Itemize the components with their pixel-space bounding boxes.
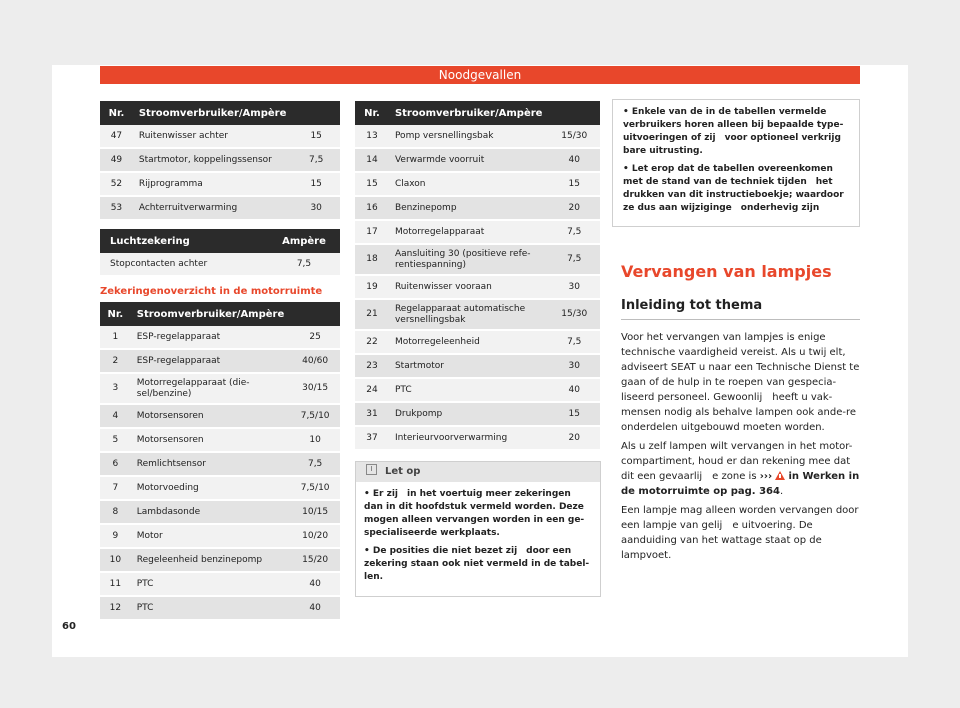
cell-value: 25 xyxy=(290,326,340,349)
table-row xyxy=(100,500,340,524)
section-title: Vervangen van lampjes xyxy=(621,262,832,281)
table-row xyxy=(355,196,600,220)
table-row xyxy=(355,275,600,299)
caution-box xyxy=(355,461,601,597)
table-row xyxy=(100,253,340,276)
table-row xyxy=(100,373,340,404)
cell-consumer: Achterruitverwarming xyxy=(133,196,293,220)
col-ampere: Ampère xyxy=(268,229,340,253)
cell-nr: 23 xyxy=(355,354,389,378)
cell-value: 40 xyxy=(548,148,600,172)
cell-consumer: PTC xyxy=(131,572,291,596)
cell-nr: 11 xyxy=(100,572,131,596)
table-row xyxy=(100,476,340,500)
col-consumer: Stroomverbruiker/Ampère xyxy=(389,101,549,125)
cell-value: 7,5 xyxy=(292,148,340,172)
cell-nr: 21 xyxy=(355,299,389,330)
body-paragraph-3: Een lampje mag alleen worden vervangen door een lampje van gelij e uitvoering. De aanduiding van het wattage staat op de lampvoet. xyxy=(621,505,859,561)
table-row xyxy=(355,148,600,172)
table-row xyxy=(100,404,340,428)
cell-consumer: Stopcontacten achter xyxy=(100,253,268,276)
air-fuse-table xyxy=(100,229,340,277)
col-luchtzekering: Luchtzekering xyxy=(100,229,268,253)
cell-consumer: Motorregelapparaat xyxy=(389,220,549,244)
cell-consumer: Ruitenwisser vooraan xyxy=(389,275,549,299)
table-row xyxy=(355,220,600,244)
cell-nr: 14 xyxy=(355,148,389,172)
cell-value: 7,5 xyxy=(268,253,340,276)
table-row xyxy=(100,572,340,596)
cell-consumer: Verwarmde voorruit xyxy=(389,148,549,172)
col-nr: Nr. xyxy=(100,101,133,125)
body-paragraph-2: Als u zelf lampen wilt vervangen in het motor-compartiment, houd er dan rekening mee dat dit een gevaarlij e zone is ››› in Werken in de motorruimte op pag. 364. xyxy=(621,441,860,497)
cell-value: 30 xyxy=(292,196,340,220)
cell-value: 10/15 xyxy=(290,500,340,524)
table-row xyxy=(355,172,600,196)
caution-header xyxy=(356,462,600,482)
cell-nr: 16 xyxy=(355,196,389,220)
table-row xyxy=(355,426,600,450)
cell-nr: 13 xyxy=(355,125,389,148)
section-body xyxy=(621,330,861,567)
cell-nr: 10 xyxy=(100,548,131,572)
cell-consumer: Motorregelapparaat (die- sel/benzine) xyxy=(131,373,291,404)
cell-value: 7,5 xyxy=(548,330,600,354)
cell-consumer: Startmotor, koppelingssensor xyxy=(133,148,293,172)
cell-consumer: Aansluiting 30 (positieve refe- rentiespanning) xyxy=(389,244,549,275)
fuse-table-engine-1 xyxy=(100,302,340,621)
engine-fuse-subheading: Zekeringenoverzicht in de motorruimte xyxy=(100,286,323,297)
cell-consumer: Regeleenheid benzinepomp xyxy=(131,548,291,572)
cell-value: 10 xyxy=(290,428,340,452)
cell-consumer: Motorvoeding xyxy=(131,476,291,500)
cell-nr: 7 xyxy=(100,476,131,500)
info-item: • Let erop dat de tabellen overeenkomen met de stand van de techniek tijden het drukken van dit instructieboekje; waardoor ze dus aan wijzigingе onderhevig zijn xyxy=(623,164,844,213)
cell-nr: 9 xyxy=(100,524,131,548)
cell-nr: 19 xyxy=(355,275,389,299)
section-subtitle: Inleiding tot thema xyxy=(621,298,763,313)
warning-icon xyxy=(775,471,785,480)
cell-consumer: Motorsensoren xyxy=(131,428,291,452)
cell-consumer: Rijprogramma xyxy=(133,172,293,196)
cell-consumer: Interieurvoorverwarming xyxy=(389,426,549,450)
table-row xyxy=(355,244,600,275)
table-row xyxy=(100,596,340,620)
table-row xyxy=(100,125,340,148)
cell-value: 15 xyxy=(548,172,600,196)
cell-nr: 17 xyxy=(355,220,389,244)
col-value xyxy=(292,101,340,125)
table-row xyxy=(355,354,600,378)
cell-nr: 2 xyxy=(100,349,131,373)
cell-nr: 4 xyxy=(100,404,131,428)
cell-value: 40/60 xyxy=(290,349,340,373)
page-number: 60 xyxy=(62,621,76,632)
cell-nr: 5 xyxy=(100,428,131,452)
cell-value: 30/15 xyxy=(290,373,340,404)
table-row xyxy=(100,548,340,572)
table-row xyxy=(100,148,340,172)
table-row xyxy=(100,452,340,476)
cell-nr: 22 xyxy=(355,330,389,354)
caution-body xyxy=(356,482,600,584)
cell-value: 40 xyxy=(548,378,600,402)
cell-value: 30 xyxy=(548,275,600,299)
cell-consumer: Drukpomp xyxy=(389,402,549,426)
caution-item: • De posities die niet bezet zij door een zekering staan ook niet vermeld in de tabel-len. xyxy=(364,546,590,582)
chapter-header: Noodgevallen xyxy=(100,66,860,84)
cell-value: 15/30 xyxy=(548,299,600,330)
table-row xyxy=(100,196,340,220)
cell-nr: 37 xyxy=(355,426,389,450)
info-box xyxy=(612,99,860,227)
cell-consumer: ESP-regelapparaat xyxy=(131,349,291,373)
cell-consumer: Motor xyxy=(131,524,291,548)
cell-value: 20 xyxy=(548,426,600,450)
cell-consumer: Benzinepomp xyxy=(389,196,549,220)
cell-consumer: Motorsensoren xyxy=(131,404,291,428)
cross-reference-link[interactable]: in Werken in de motorruimte op pag. 364 xyxy=(621,471,860,497)
cell-nr: 12 xyxy=(100,596,131,620)
cell-nr: 52 xyxy=(100,172,133,196)
cell-value: 7,5/10 xyxy=(290,404,340,428)
fuse-table-engine-2 xyxy=(355,101,600,451)
cell-nr: 53 xyxy=(100,196,133,220)
cell-consumer: Motorregeleenheid xyxy=(389,330,549,354)
cell-value: 7,5 xyxy=(548,244,600,275)
table-row xyxy=(355,378,600,402)
cell-consumer: PTC xyxy=(131,596,291,620)
table-row xyxy=(100,349,340,373)
cell-nr: 6 xyxy=(100,452,131,476)
table-row xyxy=(355,402,600,426)
cell-consumer: Startmotor xyxy=(389,354,549,378)
cell-nr: 15 xyxy=(355,172,389,196)
table-row xyxy=(100,428,340,452)
caution-title: Let op xyxy=(385,466,421,477)
cell-nr: 18 xyxy=(355,244,389,275)
col-consumer: Stroomverbruiker/Ampère xyxy=(131,302,291,326)
cell-value: 7,5/10 xyxy=(290,476,340,500)
cell-value: 40 xyxy=(290,572,340,596)
cell-nr: 1 xyxy=(100,326,131,349)
cell-value: 15 xyxy=(292,172,340,196)
cell-consumer: Regelapparaat automatische versnellingsbak xyxy=(389,299,549,330)
col-value xyxy=(290,302,340,326)
cell-consumer: Claxon xyxy=(389,172,549,196)
cell-value: 20 xyxy=(548,196,600,220)
cell-consumer: ESP-regelapparaat xyxy=(131,326,291,349)
cell-consumer: PTC xyxy=(389,378,549,402)
cell-value: 7,5 xyxy=(548,220,600,244)
cell-value: 7,5 xyxy=(290,452,340,476)
subtitle-divider xyxy=(621,319,860,320)
xref-arrows[interactable]: ››› xyxy=(759,471,773,482)
col-consumer: Stroomverbruiker/Ampère xyxy=(133,101,293,125)
info-item: • Enkele van de in de tabellen vermelde verbruikers horen alleen bij bepaalde type-uitvoeringen of zij voor optioneel verkrijg bare uitrusting. xyxy=(623,107,844,156)
table-row xyxy=(100,524,340,548)
table-row xyxy=(100,326,340,349)
cell-value: 15 xyxy=(292,125,340,148)
col-value xyxy=(548,101,600,125)
cell-nr: 49 xyxy=(100,148,133,172)
cell-value: 15/30 xyxy=(548,125,600,148)
caution-item: • Er zij in het voertuig meer zekeringen dan in dit hoofdstuk vermeld worden. Deze mogen alleen vervangen worden in een ge-specialiseerde werkplaats. xyxy=(364,489,585,538)
table-row xyxy=(100,172,340,196)
table-row xyxy=(355,299,600,330)
body-paragraph-1: Voor het vervangen van lampjes is enige technische vaardigheid vereist. Als u twij elt, adviseert SEAT u naar een Technische Dienst te gaan of de hulp in te roepen van gespecia-liseerd personeel. Gewoonlij heeft u vak-mensen nodig als behalve lampen ook ande-re onderdelen uitgebouwd moeten worden. xyxy=(621,332,860,433)
col-nr: Nr. xyxy=(355,101,389,125)
cell-value: 40 xyxy=(290,596,340,620)
notice-icon xyxy=(366,464,377,475)
cell-value: 15/20 xyxy=(290,548,340,572)
cell-nr: 24 xyxy=(355,378,389,402)
fuse-table-interior xyxy=(100,101,340,221)
cell-consumer: Ruitenwisser achter xyxy=(133,125,293,148)
table-row xyxy=(355,330,600,354)
cell-nr: 3 xyxy=(100,373,131,404)
cell-consumer: Lambdasonde xyxy=(131,500,291,524)
cell-nr: 47 xyxy=(100,125,133,148)
cell-value: 10/20 xyxy=(290,524,340,548)
cell-consumer: Remlichtsensor xyxy=(131,452,291,476)
cell-value: 15 xyxy=(548,402,600,426)
cell-nr: 31 xyxy=(355,402,389,426)
col-nr: Nr. xyxy=(100,302,131,326)
table-row xyxy=(355,125,600,148)
cell-consumer: Pomp versnellingsbak xyxy=(389,125,549,148)
cell-nr: 8 xyxy=(100,500,131,524)
cell-value: 30 xyxy=(548,354,600,378)
